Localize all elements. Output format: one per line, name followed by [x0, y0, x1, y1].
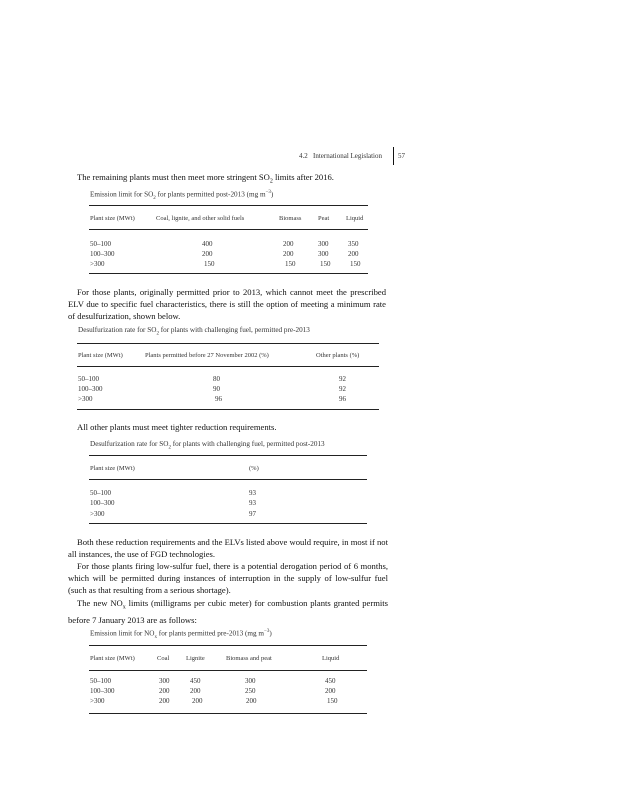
- paragraph-6-text-a: The new NO: [77, 598, 123, 608]
- table-1-cell: 200: [348, 250, 359, 258]
- table-1-cell: 200: [202, 250, 213, 258]
- table-1-cell: 400: [202, 240, 213, 248]
- table-3-cell: 50–100: [90, 489, 111, 497]
- table-4-header-4: Liquid: [322, 655, 340, 662]
- paragraph-1: [77, 171, 407, 188]
- table-2-cell: 92: [339, 375, 346, 383]
- table-4-cell: 300: [245, 677, 256, 685]
- paragraph-6-sub: x: [122, 604, 126, 611]
- header-title: International Legislation: [313, 152, 383, 160]
- table-1-header-1: Coal, lignite, and other solid fuels: [156, 215, 245, 222]
- header-divider: [393, 147, 394, 165]
- table-1-cell: 350: [348, 240, 359, 248]
- table-3-header-rule: [89, 479, 367, 480]
- table-3-header-0: Plant size (MWt): [90, 465, 135, 472]
- table-2-cell: 96: [215, 395, 222, 403]
- table-4-header-2: Lignite: [186, 655, 205, 662]
- paragraph-2: For those plants, originally permitted prior to 2013, which cannot meet the prescribed ELV due to specific fuel characteristics, there is still the option of meeting a minimum rate of desulfurization, shown below.: [68, 287, 386, 321]
- table-1-caption-b: for plants permitted post-2013 (mg m: [155, 190, 266, 199]
- table-1-header-3: Peat: [318, 215, 330, 222]
- table-1-caption-c: ): [270, 190, 274, 199]
- table-4-cell: 300: [159, 677, 170, 685]
- table-2-cell: 90: [213, 385, 220, 393]
- table-4-top-rule: [89, 645, 367, 646]
- table-1-cell: 150: [285, 260, 296, 268]
- table-4-bottom-rule: [89, 713, 367, 714]
- table-3-cell: 100–300: [90, 499, 115, 507]
- table-4-cell: 200: [190, 687, 201, 695]
- table-1-cell: 200: [283, 250, 294, 258]
- table-2-caption-a: Desulfurization rate for SO: [78, 326, 157, 334]
- table-4-cell: 150: [327, 697, 338, 705]
- paragraph-4: Both these reduction requirements and the ELVs listed above would require, in most if not all instances, the use of FGD technologies.: [68, 537, 388, 559]
- table-3-caption: [90, 440, 325, 450]
- table-4-caption-sub: x: [154, 634, 157, 640]
- table-1-cell: 100–300: [90, 250, 115, 258]
- table-1-bottom-rule: [89, 273, 368, 274]
- table-2-bottom-rule: [77, 409, 379, 410]
- table-1-caption: [90, 190, 273, 201]
- table-1-header-rule: [89, 229, 368, 230]
- table-2-header-1: Plants permitted before 27 November 2002 (%): [145, 352, 269, 359]
- table-3-bottom-rule: [89, 523, 367, 524]
- table-3-cell: >300: [90, 510, 105, 518]
- table-4-caption: [90, 629, 272, 640]
- table-2-header-0: Plant size (MWt): [78, 352, 123, 359]
- table-4-header-0: Plant size (MWt): [90, 655, 135, 662]
- table-4-cell: 200: [159, 687, 170, 695]
- header-section: 4.2: [299, 152, 308, 160]
- paragraph-1-text-b: limits after 2016.: [272, 172, 334, 182]
- table-1-header-4: Liquid: [346, 215, 364, 222]
- table-1-cell: 300: [318, 240, 329, 248]
- table-1-cell: 150: [350, 260, 361, 268]
- table-1-cell: 150: [204, 260, 215, 268]
- table-4-cell: 50–100: [90, 677, 111, 685]
- paragraph-5: For those plants firing low-sulfur fuel, there is a potential derogation period of 6 months, which will be permitted during instances of interruption in the supply of low-sulfur fuel (such as that resulting from a serious shortage).: [68, 561, 388, 595]
- table-2-caption-sub: 2: [156, 331, 159, 337]
- table-1-cell: 50–100: [90, 240, 111, 248]
- paragraph-6: [68, 597, 388, 626]
- table-2-cell: 50–100: [78, 375, 99, 383]
- table-2-caption: [78, 326, 310, 336]
- table-2-cell: 80: [213, 375, 220, 383]
- paragraph-1-text-a: The remaining plants must then meet more stringent SO: [77, 172, 270, 182]
- table-2-cell: >300: [78, 395, 93, 403]
- table-4-header-1: Coal: [157, 655, 170, 662]
- table-1-top-rule: [89, 205, 368, 206]
- table-1-cell: 200: [283, 240, 294, 248]
- table-4-header-rule: [89, 670, 367, 671]
- paragraph-1-sub: 2: [269, 178, 273, 185]
- table-2-top-rule: [77, 343, 379, 344]
- table-1-caption-a: Emission limit for SO: [90, 190, 154, 199]
- table-4-cell: >300: [90, 697, 105, 705]
- table-3-cell: 93: [249, 489, 256, 497]
- table-4-cell: 200: [325, 687, 336, 695]
- table-4-cell: 200: [159, 697, 170, 705]
- table-3-caption-b: for plants with challenging fuel, permitted post-2013: [170, 440, 325, 448]
- table-4-header-3: Biomass and peat: [226, 655, 272, 662]
- table-2-header-rule: [77, 366, 379, 367]
- table-4-cell: 200: [246, 697, 257, 705]
- table-4-caption-b: for plants permitted pre-2013 (mg m: [157, 629, 264, 638]
- table-4-caption-a: Emission limit for NO: [90, 629, 155, 638]
- table-3-top-rule: [89, 455, 367, 456]
- table-1-caption-sup: −3: [265, 190, 271, 195]
- table-2-cell: 100–300: [78, 385, 103, 393]
- table-4-caption-sup: −3: [264, 629, 270, 634]
- table-3-header-1: (%): [249, 465, 259, 472]
- table-4-cell: 250: [245, 687, 256, 695]
- table-1-cell: 300: [318, 250, 329, 258]
- table-4-cell: 450: [190, 677, 201, 685]
- paragraph-6-text-b: limits (milligrams per cubic meter) for combustion plants granted permits before 7 January 2013 are as follows:: [68, 598, 388, 625]
- table-1-caption-sub: 2: [153, 195, 156, 201]
- table-1-header-0: Plant size (MWt): [90, 215, 135, 222]
- table-3-cell: 97: [249, 510, 256, 518]
- running-header: [299, 152, 382, 160]
- table-3-caption-a: Desulfurization rate for SO: [90, 440, 169, 448]
- table-2-header-2: Other plants (%): [316, 352, 360, 359]
- table-3-cell: 93: [249, 499, 256, 507]
- table-2-caption-b: for plants with challenging fuel, permitted pre-2013: [158, 326, 310, 334]
- table-1-header-2: Biomass: [279, 215, 302, 222]
- table-4-cell: 200: [192, 697, 203, 705]
- table-1-cell: >300: [90, 260, 105, 268]
- table-2-cell: 96: [339, 395, 346, 403]
- table-2-cell: 92: [339, 385, 346, 393]
- page-number: 57: [398, 152, 405, 160]
- paragraph-3: All other plants must meet tighter reduction requirements.: [77, 422, 277, 432]
- table-4-cell: 100–300: [90, 687, 115, 695]
- table-1-cell: 150: [320, 260, 331, 268]
- table-4-caption-c: ): [269, 629, 272, 638]
- table-4-cell: 450: [325, 677, 336, 685]
- table-3-caption-sub: 2: [168, 445, 171, 451]
